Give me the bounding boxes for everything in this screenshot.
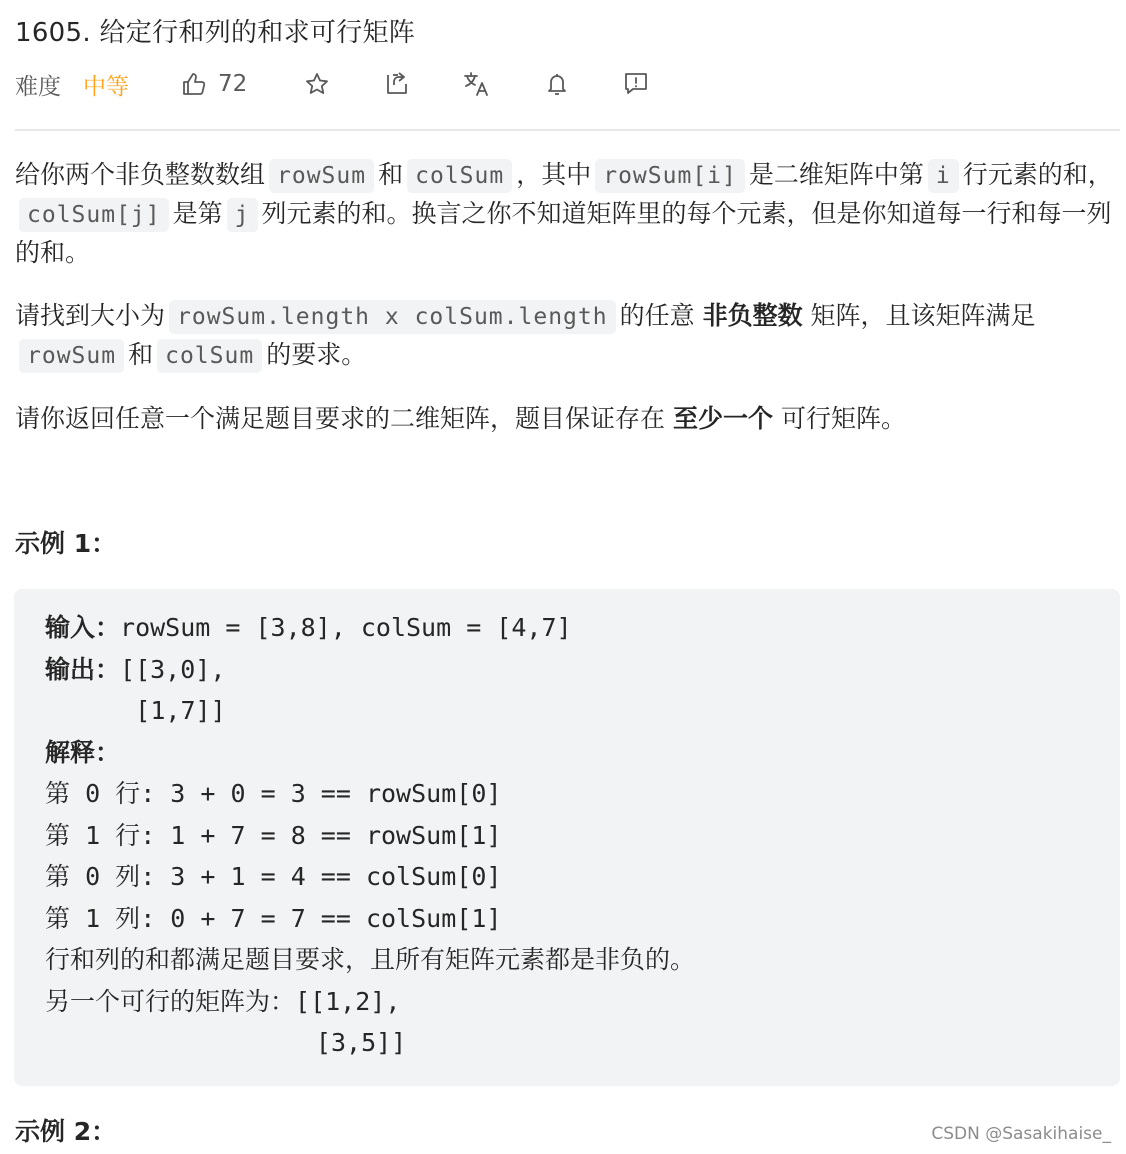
text: 矩阵，且该矩阵满足 <box>810 301 1036 330</box>
header-divider <box>15 129 1120 131</box>
favorite-button[interactable] <box>303 66 331 102</box>
inline-code: rowSum.length x colSum.length <box>169 300 616 334</box>
inline-code: colSum <box>157 339 262 373</box>
text: 列元素的和。换言之你不知道矩阵里的每个元素，但是你知道每一行和每一列的和。 <box>15 199 1112 267</box>
watermark: CSDN @Sasakihaise_ <box>931 1124 1111 1144</box>
feedback-button[interactable] <box>622 66 650 102</box>
output-label: 输出： <box>45 654 121 684</box>
explain-text: 第 <box>45 820 71 850</box>
example-2-title: 示例 2： <box>15 1117 117 1146</box>
alt-label: 另一个可行的矩阵为： <box>45 986 296 1016</box>
explain-text: 第 <box>45 862 71 891</box>
problem-meta-bar <box>15 66 1120 102</box>
alt-line: [3,5]] <box>45 1028 407 1057</box>
explain-text: 行 <box>115 779 141 808</box>
text: 请你返回任意一个满足题目要求的二维矩阵，题目保证存在 <box>15 404 666 433</box>
input-label: 输入： <box>45 613 121 642</box>
inline-code: colSum <box>407 159 512 193</box>
inline-code: rowSum[i] <box>595 159 745 193</box>
explain-text: 列 <box>115 862 141 891</box>
star-icon <box>303 70 331 98</box>
text: 的任意 <box>619 301 695 330</box>
explain-text: 1 <box>70 903 116 933</box>
difficulty-label: 难度 <box>15 73 61 100</box>
explain-text: 1 <box>70 820 116 850</box>
problem-description <box>15 156 1120 463</box>
text: 可行矩阵。 <box>780 404 906 433</box>
explain-text: 0 <box>70 779 116 808</box>
example-1-block <box>14 589 1120 1086</box>
explain-text: : 3 + 1 = 4 == colSum[0] <box>140 862 502 891</box>
share-button[interactable] <box>383 66 411 102</box>
summary-text: 行和列的和都满足题目要求，且所有矩阵元素都是非负的。 <box>45 945 696 974</box>
explain-text: : 3 + 0 = 3 == rowSum[0] <box>140 779 502 808</box>
output-line: [[3,0], <box>120 654 226 684</box>
bold-text: 至少一个 <box>672 404 773 433</box>
text: 是二维矩阵中第 <box>748 160 924 189</box>
explain-text: 0 <box>70 862 116 891</box>
translate-icon <box>462 70 490 98</box>
share-icon <box>383 70 411 98</box>
explain-text: 第 <box>45 903 71 933</box>
explain-text: : 0 + 7 = 7 == colSum[1] <box>140 903 502 933</box>
text: ，其中 <box>516 160 592 189</box>
inline-code: i <box>928 159 959 193</box>
text: 和 <box>128 340 154 369</box>
explain-text: 第 <box>45 779 71 808</box>
inline-code: rowSum <box>19 339 124 373</box>
output-line: [1,7]] <box>45 696 226 725</box>
explain-text: : 1 + 7 = 8 == rowSum[1] <box>140 820 502 850</box>
bell-icon <box>543 70 571 98</box>
like-button[interactable] <box>180 66 247 102</box>
problem-title: 1605. 给定行和列的和求可行矩阵 <box>15 18 416 48</box>
inline-code: rowSum <box>269 159 374 193</box>
example-1-title: 示例 1： <box>15 529 117 558</box>
translate-button[interactable] <box>462 66 490 102</box>
subscribe-button[interactable] <box>543 66 571 102</box>
text: 请找到大小为 <box>15 301 166 330</box>
difficulty-badge: 中等 <box>83 73 129 100</box>
text: 是第 <box>172 199 223 228</box>
description-paragraph-1 <box>15 156 1120 272</box>
inline-code: j <box>227 198 258 232</box>
thumbs-up-icon <box>180 70 208 98</box>
input-value: rowSum = [3,8], colSum = [4,7] <box>120 613 572 642</box>
text: 行元素的和， <box>962 160 1113 189</box>
description-paragraph-2 <box>15 297 1120 375</box>
example-1-code <box>45 607 695 1064</box>
explain-text: 列 <box>115 903 141 933</box>
text: 给你两个非负整数数组 <box>15 160 266 189</box>
like-count: 72 <box>218 71 248 97</box>
explain-label: 解释： <box>45 737 121 767</box>
feedback-icon <box>622 70 650 98</box>
alt-line: [[1,2], <box>295 986 401 1016</box>
bold-text: 非负整数 <box>702 301 803 330</box>
explain-text: 行 <box>115 820 141 850</box>
text: 和 <box>378 160 404 189</box>
inline-code: colSum[j] <box>19 198 169 232</box>
text: 的要求。 <box>266 340 367 369</box>
description-paragraph-3 <box>15 400 1120 438</box>
